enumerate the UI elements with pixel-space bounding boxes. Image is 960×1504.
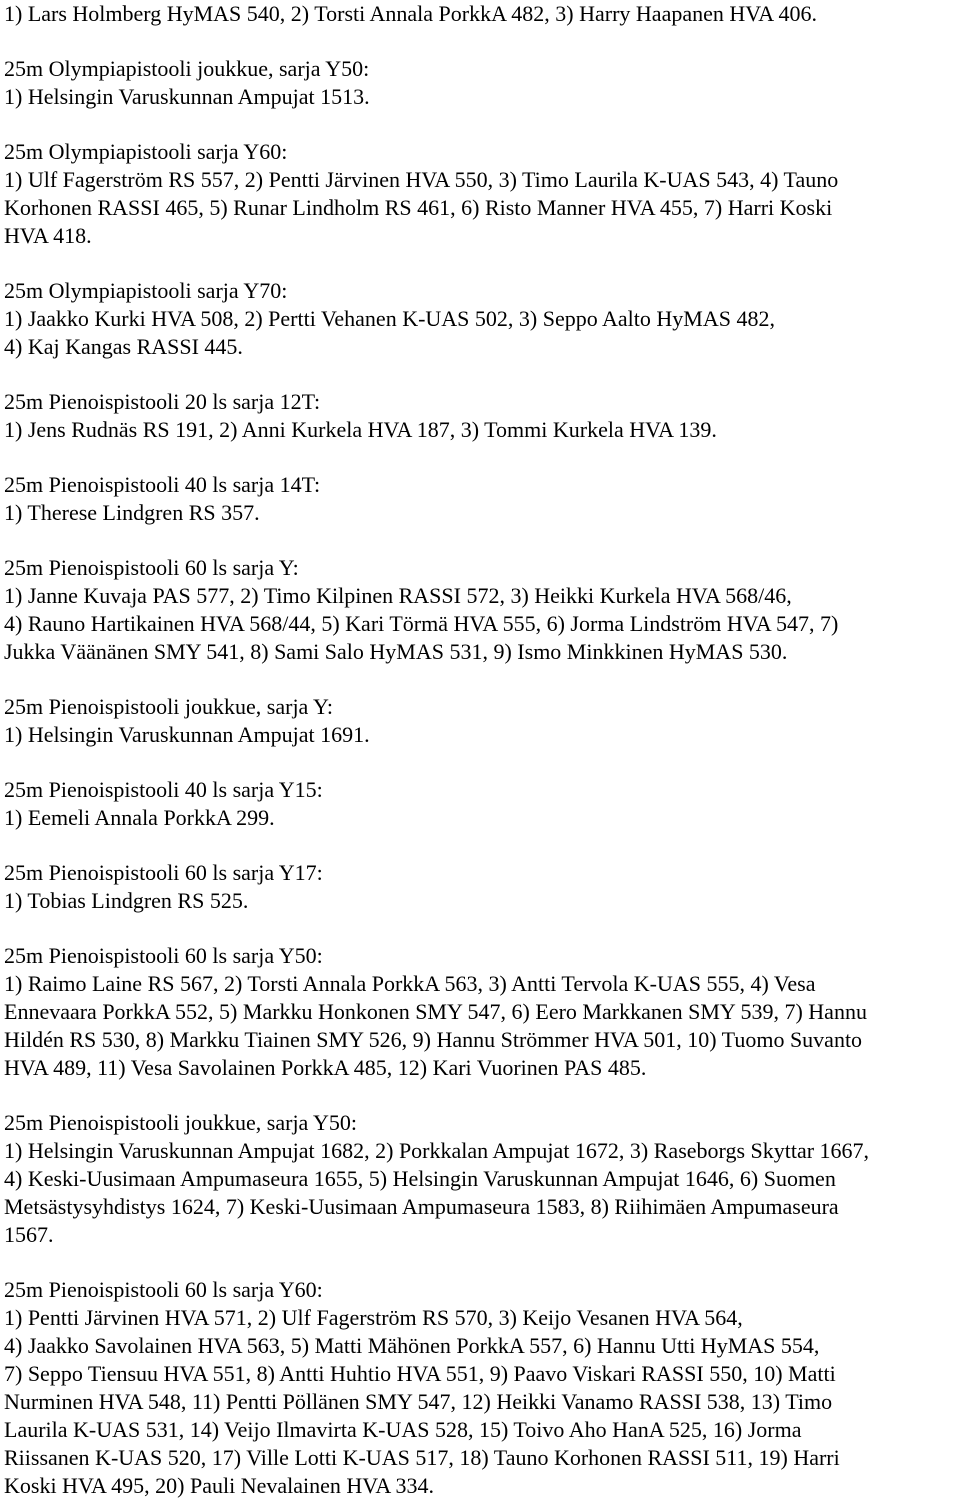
- section-pienois-60-y17: [4, 859, 956, 915]
- section-pienois-joukkue-y50: [4, 1109, 956, 1249]
- section-heading: 25m Pienoispistooli joukkue, sarja Y:: [4, 694, 333, 719]
- result-line: 1) Raimo Laine RS 567, 2) Torsti Annala PorkkA 563, 3) Antti Tervola K-UAS 555, 4) Vesa: [4, 971, 816, 996]
- result-line: 1) Eemeli Annala PorkkA 299.: [4, 805, 275, 830]
- result-line: 1) Janne Kuvaja PAS 577, 2) Timo Kilpinen RASSI 572, 3) Heikki Kurkela HVA 568/46,: [4, 583, 792, 608]
- result-line: 7) Seppo Tiensuu HVA 551, 8) Antti Huhtio HVA 551, 9) Paavo Viskari RASSI 550, 10) Matti: [4, 1361, 836, 1386]
- result-line: Ennevaara PorkkA 552, 5) Markku Honkonen SMY 547, 6) Eero Markkanen SMY 539, 7) Hannu: [4, 999, 867, 1024]
- section-pienois-60-y60: [4, 1276, 956, 1500]
- intro-section: [4, 0, 956, 28]
- result-line: Metsästysyhdistys 1624, 7) Keski-Uusimaan Ampumaseura 1583, 8) Riihimäen Ampumaseura: [4, 1194, 839, 1219]
- section-heading: 25m Pienoispistooli 60 ls sarja Y17:: [4, 860, 323, 885]
- result-line: 1) Lars Holmberg HyMAS 540, 2) Torsti Annala PorkkA 482, 3) Harry Haapanen HVA 406.: [4, 1, 817, 26]
- result-line: 4) Keski-Uusimaan Ampumaseura 1655, 5) Helsingin Varuskunnan Ampujat 1646, 6) Suomen: [4, 1166, 836, 1191]
- section-olympia-joukkue-y50: [4, 55, 956, 111]
- result-line: 1) Helsingin Varuskunnan Ampujat 1682, 2) Porkkalan Ampujat 1672, 3) Raseborgs Skyttar 1667,: [4, 1138, 870, 1163]
- result-line: Nurminen HVA 548, 11) Pentti Pöllänen SMY 547, 12) Heikki Vanamo RASSI 538, 13) Timo: [4, 1389, 833, 1414]
- section-heading: 25m Pienoispistooli 60 ls sarja Y:: [4, 555, 299, 580]
- result-line: HVA 418.: [4, 223, 92, 248]
- result-line: 1) Helsingin Varuskunnan Ampujat 1691.: [4, 722, 370, 747]
- section-heading: 25m Pienoispistooli 60 ls sarja Y60:: [4, 1277, 323, 1302]
- section-heading: 25m Pienoispistooli 40 ls sarja 14T:: [4, 472, 321, 497]
- result-line: 4) Kaj Kangas RASSI 445.: [4, 334, 243, 359]
- section-heading: 25m Olympiapistooli joukkue, sarja Y50:: [4, 56, 370, 81]
- section-olympia-y70: [4, 277, 956, 361]
- section-heading: 25m Olympiapistooli sarja Y60:: [4, 139, 288, 164]
- result-line: Laurila K-UAS 531, 14) Veijo Ilmavirta K-UAS 528, 15) Toivo Aho HanA 525, 16) Jorma: [4, 1417, 802, 1442]
- section-heading: 25m Pienoispistooli 40 ls sarja Y15:: [4, 777, 323, 802]
- section-olympia-y60: [4, 138, 956, 250]
- result-line: HVA 489, 11) Vesa Savolainen PorkkA 485, 12) Kari Vuorinen PAS 485.: [4, 1055, 647, 1080]
- section-pienois-60-y50: [4, 942, 956, 1082]
- result-line: 4) Rauno Hartikainen HVA 568/44, 5) Kari Törmä HVA 555, 6) Jorma Lindström HVA 547, 7): [4, 611, 839, 636]
- section-heading: 25m Pienoispistooli 60 ls sarja Y50:: [4, 943, 323, 968]
- result-line: Koski HVA 495, 20) Pauli Nevalainen HVA 334.: [4, 1473, 435, 1498]
- section-pienois-40-14t: [4, 471, 956, 527]
- section-pienois-60-y: [4, 554, 956, 666]
- section-pienois-joukkue-y: [4, 693, 956, 749]
- result-line: 1) Jaakko Kurki HVA 508, 2) Pertti Vehanen K-UAS 502, 3) Seppo Aalto HyMAS 482,: [4, 306, 775, 331]
- result-line: 1) Ulf Fagerström RS 557, 2) Pentti Järvinen HVA 550, 3) Timo Laurila K-UAS 543, 4) Tauno: [4, 167, 839, 192]
- result-line: Korhonen RASSI 465, 5) Runar Lindholm RS 461, 6) Risto Manner HVA 455, 7) Harri Koski: [4, 195, 833, 220]
- result-line: 1) Therese Lindgren RS 357.: [4, 500, 260, 525]
- section-heading: 25m Pienoispistooli 20 ls sarja 12T:: [4, 389, 321, 414]
- section-heading: 25m Olympiapistooli sarja Y70:: [4, 278, 288, 303]
- section-pienois-40-y15: [4, 776, 956, 832]
- result-line: 1) Helsingin Varuskunnan Ampujat 1513.: [4, 84, 370, 109]
- result-line: 1) Tobias Lindgren RS 525.: [4, 888, 249, 913]
- result-line: Hildén RS 530, 8) Markku Tiainen SMY 526, 9) Hannu Strömmer HVA 501, 10) Tuomo Suvanto: [4, 1027, 863, 1052]
- result-line: Riissanen K-UAS 520, 17) Ville Lotti K-UAS 517, 18) Tauno Korhonen RASSI 511, 19) Harri: [4, 1445, 840, 1470]
- result-line: 1) Jens Rudnäs RS 191, 2) Anni Kurkela HVA 187, 3) Tommi Kurkela HVA 139.: [4, 417, 717, 442]
- result-line: Jukka Väänänen SMY 541, 8) Sami Salo HyMAS 531, 9) Ismo Minkkinen HyMAS 530.: [4, 639, 788, 664]
- result-line: 4) Jaakko Savolainen HVA 563, 5) Matti Mähönen PorkkA 557, 6) Hannu Utti HyMAS 554,: [4, 1333, 820, 1358]
- result-line: 1) Pentti Järvinen HVA 571, 2) Ulf Fagerström RS 570, 3) Keijo Vesanen HVA 564,: [4, 1305, 743, 1330]
- results-document: [4, 0, 956, 1500]
- section-pienois-20-12t: [4, 388, 956, 444]
- result-line: 1567.: [4, 1222, 54, 1247]
- section-heading: 25m Pienoispistooli joukkue, sarja Y50:: [4, 1110, 357, 1135]
